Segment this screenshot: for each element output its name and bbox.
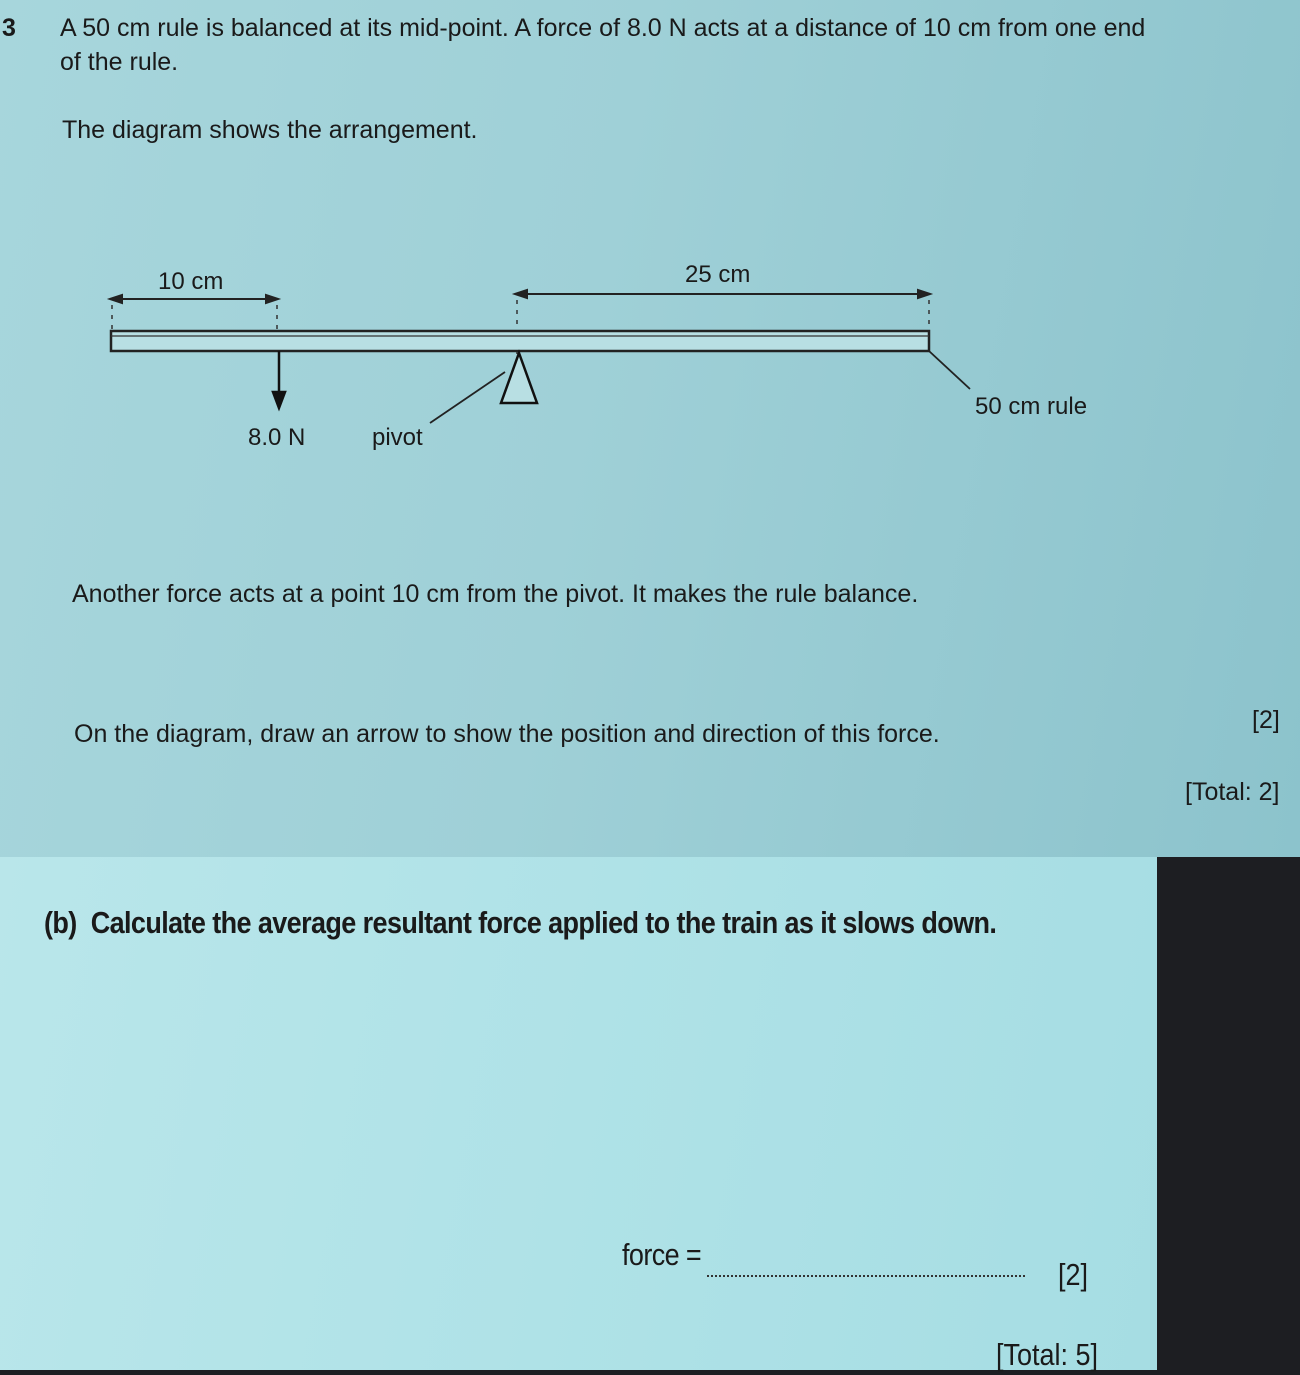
another-force-text: Another force acts at a point 10 cm from the pivot. It makes the rule balance. [72, 580, 919, 608]
label-pivot: pivot [372, 424, 423, 451]
dimension-25cm-arrow [515, 290, 930, 298]
label-50cm-rule: 50 cm rule [975, 393, 1088, 420]
pivot-leader-line [430, 372, 505, 423]
intro-line-2: of the rule. [60, 48, 179, 76]
pivot-triangle [501, 353, 537, 403]
question-number: 3 [2, 14, 16, 42]
label-10cm: 10 cm [158, 268, 224, 295]
label-25cm: 25 cm [685, 261, 751, 288]
intro-line-1: A 50 cm rule is balanced at its mid-point. A force of 8.0 N acts at a distance of 10 cm from one end [60, 14, 1146, 42]
force-answer-label: force = [622, 1238, 702, 1272]
diagram-caption: The diagram shows the arrangement. [62, 116, 478, 144]
part-b-text: Calculate the average resultant force applied to the train as it slows down. [90, 906, 997, 940]
part-b-marks: [2] [1058, 1258, 1089, 1292]
dimension-10cm-arrow [110, 295, 278, 303]
part-b-label: (b) [44, 906, 77, 940]
force-answer-line[interactable] [707, 1275, 1025, 1277]
total-marks: [Total: 2] [1185, 778, 1280, 806]
part-b-question [44, 906, 996, 941]
label-force-8n: 8.0 N [248, 424, 306, 451]
marks-badge: [2] [1252, 706, 1280, 734]
force-arrow-8n [273, 351, 285, 408]
rule-leader-line [929, 351, 970, 389]
part-b-total: [Total: 5] [996, 1338, 1099, 1372]
rule-bar [111, 331, 929, 351]
instruction-text: On the diagram, draw an arrow to show the position and direction of this force. [74, 720, 940, 748]
